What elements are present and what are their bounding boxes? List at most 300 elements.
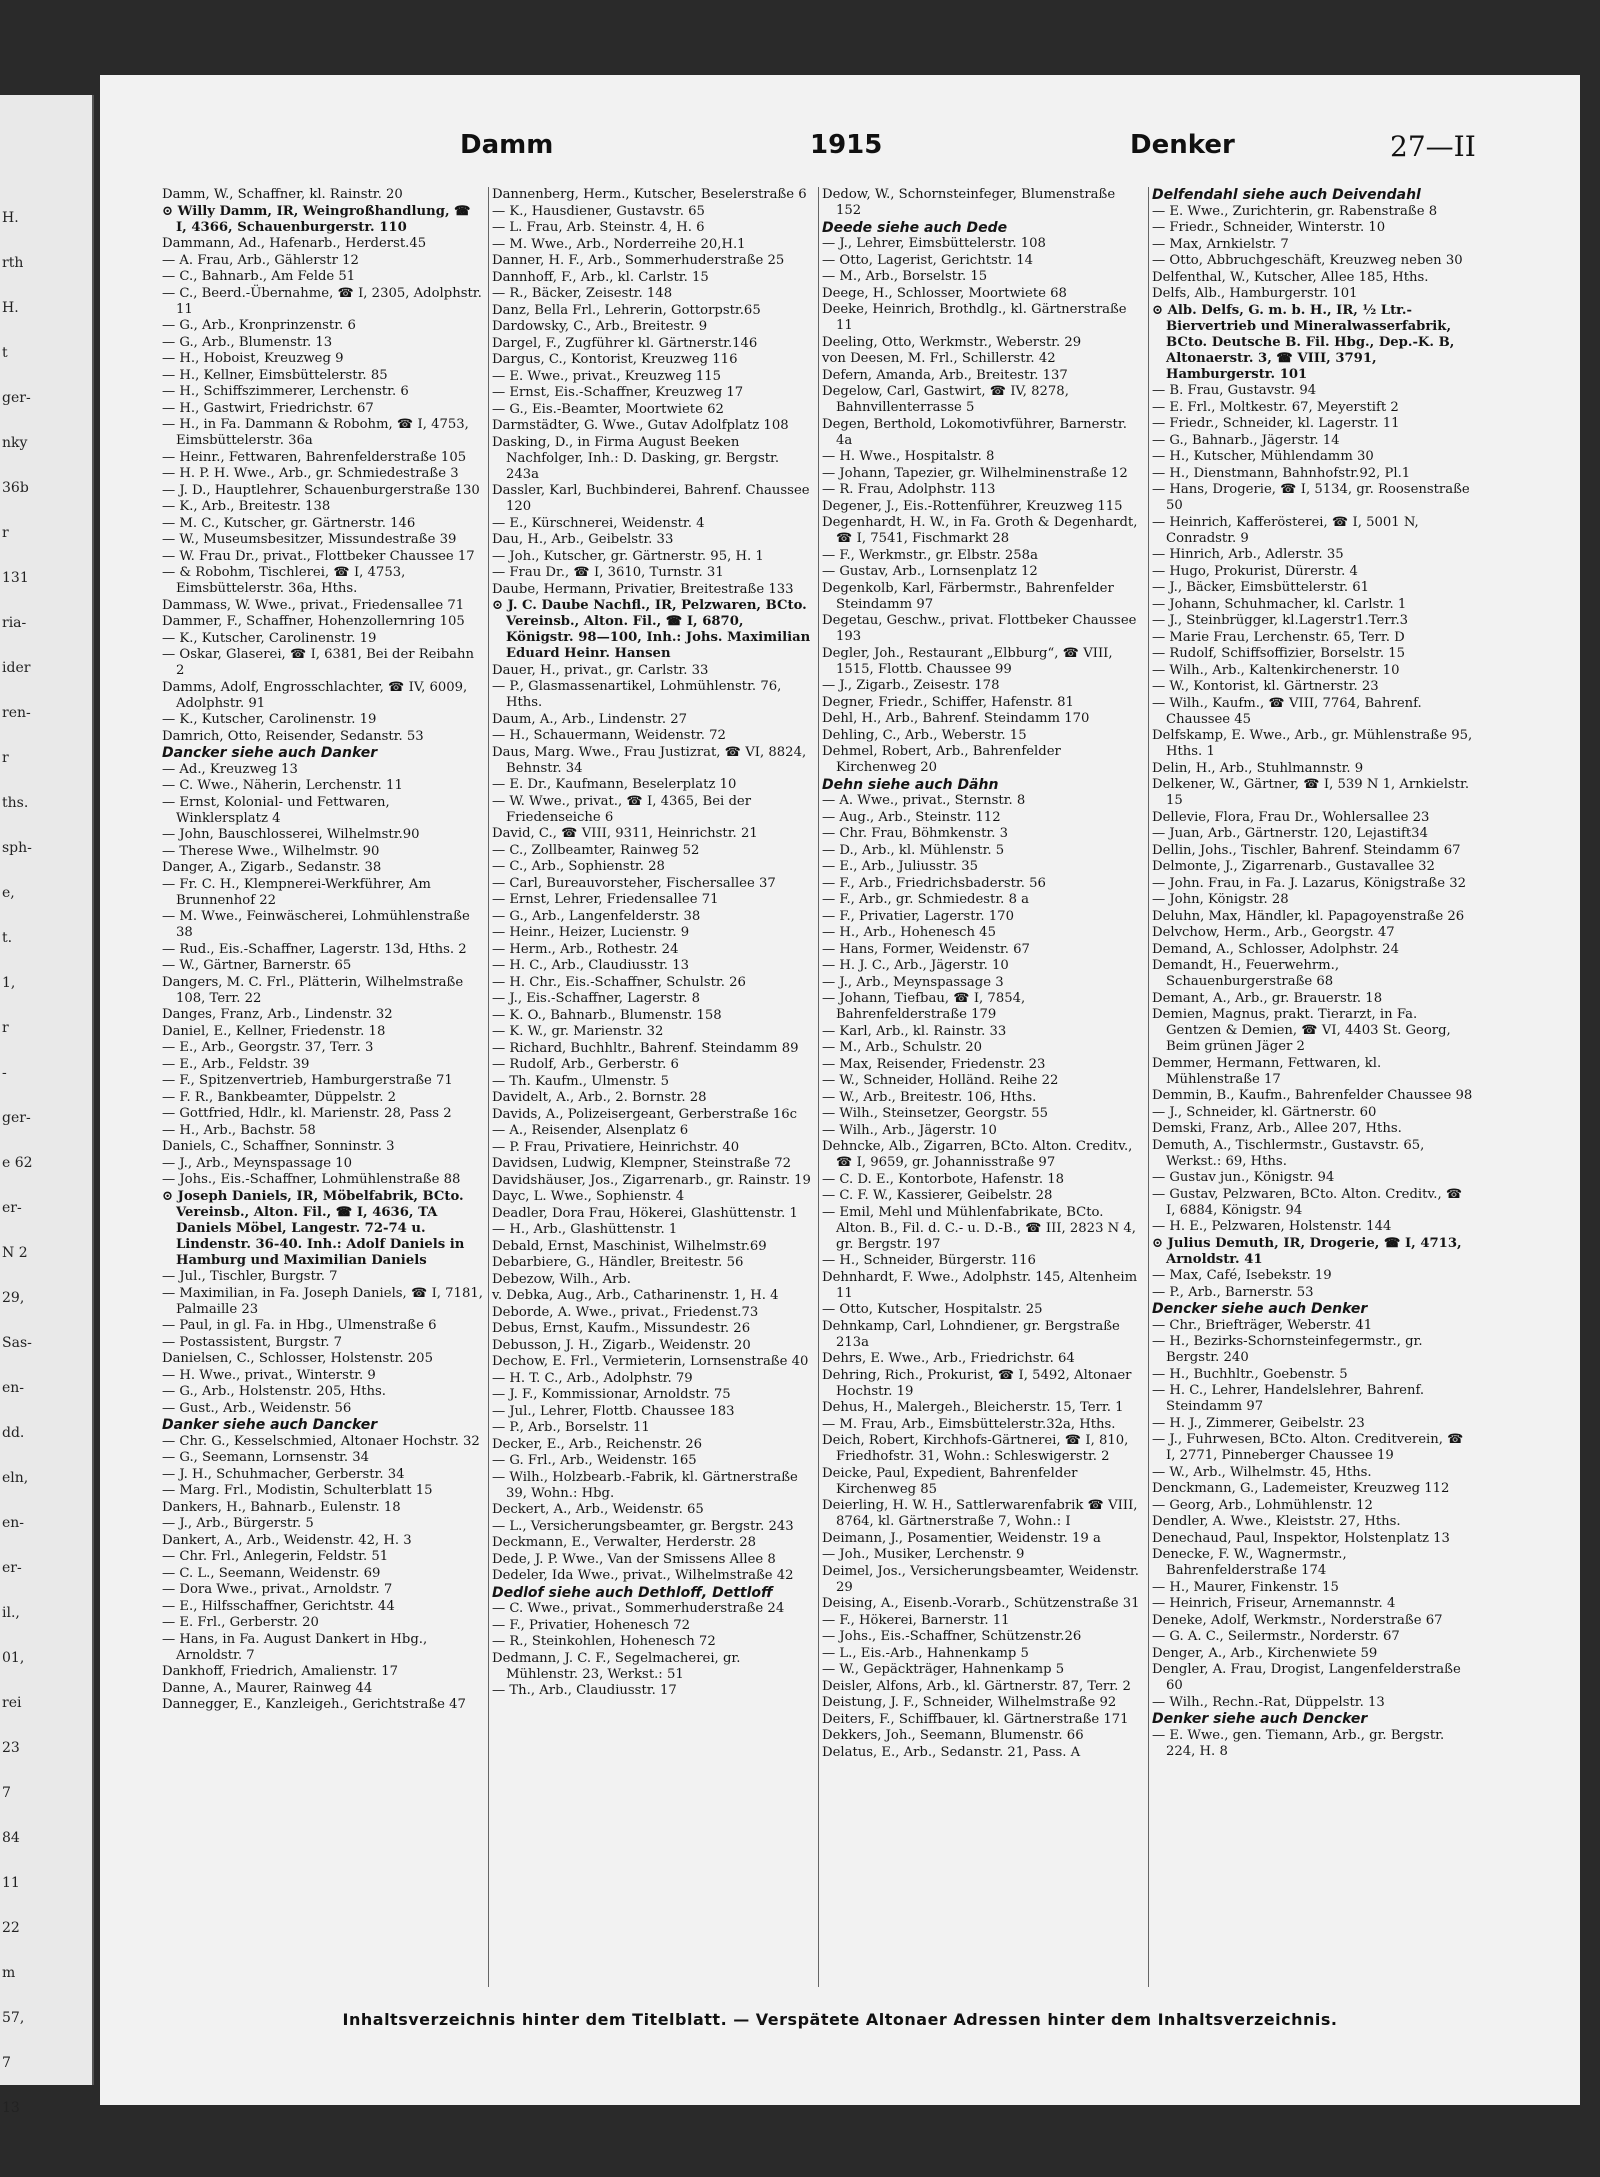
directory-entry: — Chr., Briefträger, Weberstr. 41 (1152, 1317, 1373, 1333)
directory-entry: — J., Schneider, kl. Gärtnerstr. 60 (1152, 1104, 1377, 1120)
directory-entry: — H. Wwe., Hospitalstr. 8 (822, 449, 995, 464)
directory-columns (162, 187, 1477, 1997)
directory-entry: — J., Arb., Meynspassage 10 (162, 1155, 353, 1171)
directory-entry: — Hans, in Fa. August Dankert in Hbg., Arnoldstr. 7 (162, 1631, 428, 1663)
directory-entry: Dau, H., Arb., Geibelstr. 33 (492, 532, 674, 547)
directory-entry: — Joh., Musiker, Lerchenstr. 9 (822, 1547, 1025, 1562)
directory-entry: Demski, Franz, Arb., Allee 207, Hths. (1152, 1121, 1402, 1136)
directory-entry: — G., Arb., Holstenstr. 205, Hths. (162, 1384, 386, 1399)
margin-fragment: rei (2, 1695, 22, 1711)
directory-entry: Denecke, F. W., Wagnermstr., Bahrenfelderstraße 174 (1152, 1547, 1347, 1578)
directory-entry: — H., Schauermann, Weidenstr. 72 (492, 728, 726, 743)
directory-entry: — F., Privatier, Lagerstr. 170 (822, 908, 1014, 924)
directory-entry: Deede siehe auch Dede (822, 219, 1008, 236)
directory-entry: — Herm., Arb., Rothestr. 24 (492, 941, 679, 957)
directory-entry: — C., Beerd.-Übernahme, ☎ I, 2305, Adolphstr. 11 (162, 285, 482, 317)
margin-fragment: il., (2, 1605, 20, 1621)
directory-entry: Davidshäuser, Jos., Zigarrenarb., gr. Rainstr. 19 (492, 1172, 811, 1188)
directory-entry: — C. Wwe., Näherin, Lerchenstr. 11 (162, 778, 403, 793)
directory-entry: Dedow, W., Schornsteinfeger, Blumenstraße 152 (822, 187, 1116, 218)
margin-fragment: 84 (2, 1830, 20, 1846)
directory-entry: — G., Eis.-Beamter, Moortwiete 62 (492, 401, 724, 417)
directory-entry: — Aug., Arb., Steinstr. 112 (822, 809, 1001, 825)
directory-entry: — Paul, in gl. Fa. in Hbg., Ulmenstraße 6 (162, 1318, 437, 1333)
directory-entry: Davidelt, A., Arb., 2. Bornstr. 28 (492, 1090, 707, 1105)
directory-entry: Danielsen, C., Schlosser, Holstenstr. 205 (162, 1351, 433, 1366)
directory-entry: — E. Wwe., privat., Kreuzweg 115 (492, 368, 722, 384)
directory-entry: Deicke, Paul, Expedient, Bahrenfelder Kirchenweg 85 (822, 1465, 1078, 1497)
directory-entry: — P., Arb., Borselstr. 11 (492, 1420, 650, 1435)
directory-entry: — Wilh., Steinsetzer, Georgstr. 55 (822, 1106, 1049, 1121)
directory-entry: Danker siehe auch Dancker (162, 1417, 378, 1433)
directory-entry: Defern, Amanda, Arb., Breitestr. 137 (822, 367, 1068, 383)
page-number: 27—II (1390, 130, 1476, 163)
directory-entry: Dammann, Ad., Hafenarb., Herderst.45 (162, 236, 427, 251)
directory-entry: — Otto, Lagerist, Gerichtstr. 14 (822, 252, 1034, 268)
directory-entry: — E., Arb., Feldstr. 39 (162, 1056, 310, 1072)
directory-entry: — Friedr., Schneider, Winterstr. 10 (1152, 220, 1386, 235)
margin-fragment: 11 (2, 1875, 20, 1891)
directory-entry: Dedmann, J. C. F., Segelmacherei, gr. Mühlenstr. 23, Werkst.: 51 (492, 1650, 741, 1682)
directory-entry: Decker, E., Arb., Reichenstr. 26 (492, 1436, 703, 1452)
directory-entry: Delvchow, Herm., Arb., Georgstr. 47 (1152, 925, 1395, 940)
directory-entry: Deborde, A. Wwe., privat., Friedenst.73 (492, 1304, 759, 1320)
directory-entry: Dayc, L. Wwe., Sophienstr. 4 (492, 1189, 685, 1204)
directory-entry: — Ernst, Kolonial- und Fettwaren, Winklersplatz 4 (162, 794, 390, 826)
directory-entry: — D., Arb., kl. Mühlenstr. 5 (822, 842, 1005, 858)
margin-fragment: ths. (2, 795, 29, 811)
directory-entry: Dancker siehe auch Danker (162, 745, 378, 761)
directory-entry: — E., Hilfsschaffner, Gerichtstr. 44 (162, 1598, 395, 1614)
directory-entry: — & Robohm, Tischlerei, ☎ I, 4753, Eimsbüttelerstr. 36a, Hths. (162, 565, 406, 596)
directory-entry: — J., Eis.-Schaffner, Lagerstr. 8 (492, 991, 701, 1006)
directory-entry: Dannegger, E., Kanzleigeh., Gerichtstraße 47 (162, 1697, 466, 1712)
footer-note: Inhaltsverzeichnis hinter dem Titelblatt. — Verspätete Altonaer Adressen hinter dem Inhaltsverzeichnis. (342, 2010, 1338, 2029)
directory-entry: — H., Kellner, Eimsbüttelerstr. 85 (162, 367, 388, 383)
directory-entry: Delfenthal, W., Kutscher, Allee 185, Hths. (1152, 269, 1429, 285)
directory-entry: — Chr. Frl., Anlegerin, Feldstr. 51 (162, 1549, 389, 1564)
directory-entry: Danz, Bella Frl., Lehrerin, Gottorpstr.65 (492, 302, 761, 318)
directory-entry: Demandt, H., Feuerwehrm., Schauenburgerstraße 68 (1152, 958, 1340, 989)
header-last-entry: Denker (1130, 130, 1235, 160)
margin-fragment: en- (2, 1380, 25, 1396)
directory-entry: — Juan, Arb., Gärtnerstr. 120, Lejastift34 (1152, 826, 1428, 841)
directory-entry: — C. F. W., Kassierer, Geibelstr. 28 (822, 1188, 1053, 1203)
margin-fragment: eln, (2, 1470, 29, 1486)
directory-entry: Deckert, A., Arb., Weidenstr. 65 (492, 1502, 704, 1517)
directory-entry: — Wilh., Rechn.-Rat, Düppelstr. 13 (1152, 1694, 1385, 1710)
margin-fragment: 131 (2, 570, 29, 586)
directory-entry: — M., Arb., Schulstr. 20 (822, 1040, 983, 1055)
margin-fragment: en- (2, 1515, 25, 1531)
directory-entry: — L. Frau, Arb. Steinstr. 4, H. 6 (492, 220, 705, 235)
directory-entry: — Friedr., Schneider, kl. Lagerstr. 11 (1152, 416, 1400, 431)
directory-entry: — P., Arb., Barnerstr. 53 (1152, 1284, 1314, 1300)
page-header (100, 130, 1580, 170)
directory-entry: von Deesen, M. Frl., Schillerstr. 42 (822, 351, 1056, 366)
margin-fragment: ger- (2, 1110, 31, 1126)
margin-fragment: H. (2, 300, 19, 316)
header-year: 1915 (810, 130, 883, 160)
directory-entry: — W., Schneider, Holländ. Reihe 22 (822, 1073, 1059, 1088)
directory-entry: Dangers, M. C. Frl., Plätterin, Wilhelmstraße 108, Terr. 22 (162, 974, 464, 1006)
directory-entry: — Frau Dr., ☎ I, 3610, Turnstr. 31 (492, 565, 724, 580)
directory-entry: — E., Arb., Juliusstr. 35 (822, 859, 978, 874)
directory-entry: — K., Hausdiener, Gustavstr. 65 (492, 203, 705, 219)
directory-entry: — F., Arb., gr. Schmiedestr. 8 a (822, 892, 1030, 907)
directory-entry: — M. Wwe., Arb., Norderreihe 20,H.1 (492, 236, 746, 252)
margin-fragment: t (2, 345, 8, 361)
directory-entry: Debald, Ernst, Maschinist, Wilhelmstr.69 (492, 1238, 767, 1254)
directory-entry: Deluhn, Max, Händler, kl. Papagoyenstraße 26 (1152, 908, 1465, 924)
directory-entry: Danner, H. F., Arb., Sommerhuderstraße 25 (492, 253, 785, 268)
directory-entry: Dehling, C., Arb., Weberstr. 15 (822, 727, 1027, 743)
directory-entry: — Johs., Eis.-Schaffner, Schützenstr.26 (822, 1629, 1082, 1644)
directory-entry: — J., Zigarb., Zeisestr. 178 (822, 678, 1000, 693)
directory-entry: Dauer, H., privat., gr. Carlstr. 33 (492, 662, 709, 678)
margin-fragment: m (2, 1965, 16, 1981)
directory-entry: Degler, Joh., Restaurant „Elbburg“, ☎ VIII, 1515, Flottb. Chaussee 99 (822, 645, 1113, 677)
directory-entry: — G., Arb., Kronprinzenstr. 6 (162, 318, 356, 333)
directory-entry: Daus, Marg. Wwe., Frau Justizrat, ☎ VI, 8824, Behnstr. 34 (492, 744, 807, 776)
directory-entry: Dehncke, Alb., Zigarren, BCto. Alton. Creditv., ☎ I, 9659, gr. Johannisstraße 97 (822, 1139, 1133, 1170)
directory-entry: ⊙ J. C. Daube Nachfl., IR, Pelzwaren, BCto. Vereinsb., Alton. Fil., ☎ I, 6870, Königstr. 98—100, Inh.: Johs. Maximilian Eduard Heinr. Hansen (492, 598, 811, 661)
directory-entry: Dehus, H., Malergeh., Bleicherstr. 15, Terr. 1 (822, 1400, 1124, 1415)
directory-entry: — Gustav, Arb., Lornsenplatz 12 (822, 564, 1038, 579)
directory-entry: ⊙ Willy Damm, IR, Weingroßhandlung, ☎ I, 4366, Schauenburgerstr. 110 (162, 203, 471, 235)
directory-entry: — Emil, Mehl und Mühlenfabrikate, BCto. Alton. B., Fil. d. C.- u. D.-B., ☎ III, 2823 N 4, gr. Bergstr. 197 (822, 1204, 1136, 1252)
directory-entry: — L., Eis.-Arb., Hahnenkamp 5 (822, 1645, 1029, 1661)
directory-entry: — M. C., Kutscher, gr. Gärtnerstr. 146 (162, 515, 416, 531)
directory-entry: — Johann, Schuhmacher, kl. Carlstr. 1 (1152, 596, 1407, 612)
directory-entry: Daniel, E., Kellner, Friedenstr. 18 (162, 1023, 386, 1039)
directory-entry: — Th., Arb., Claudiusstr. 17 (492, 1683, 677, 1698)
directory-entry: — R. Frau, Adolphstr. 113 (822, 482, 996, 497)
directory-entry: — H., in Fa. Dammann & Robohm, ☎ I, 4753, Eimsbüttelerstr. 36a (162, 417, 469, 448)
directory-entry: Degelow, Carl, Gastwirt, ☎ IV, 8278, Bahnvillenterrasse 5 (822, 384, 1069, 415)
directory-entry: Daube, Hermann, Privatier, Breitestraße 133 (492, 581, 794, 597)
directory-entry: Dargel, F., Zugführer kl. Gärtnerstr.146 (492, 335, 758, 351)
directory-entry: — R., Steinkohlen, Hohenesch 72 (492, 1634, 716, 1649)
margin-fragment: t. (2, 930, 13, 946)
directory-entry: — J., Steinbrügger, kl.Lagerstr1.Terr.3 (1152, 613, 1409, 628)
directory-entry: Dencker siehe auch Denker (1152, 1301, 1368, 1317)
directory-entry: Deimann, J., Posamentier, Weidenstr. 19 a (822, 1530, 1101, 1546)
directory-entry: Deisler, Alfons, Arb., kl. Gärtnerstr. 87, Terr. 2 (822, 1678, 1131, 1694)
directory-entry: — K. O., Bahnarb., Blumenstr. 158 (492, 1007, 722, 1023)
directory-entry: — Dora Wwe., privat., Arnoldstr. 7 (162, 1582, 393, 1597)
directory-entry: — H., Buchhltr., Goebenstr. 5 (1152, 1366, 1348, 1382)
margin-fragment: ren- (2, 705, 31, 721)
directory-entry: Davids, A., Polizeisergeant, Gerberstraße 16c (492, 1106, 798, 1122)
directory-entry: — Hans, Former, Weidenstr. 67 (822, 941, 1030, 957)
directory-entry: Dengler, A. Frau, Drogist, Langenfelderstraße 60 (1152, 1662, 1461, 1693)
directory-entry: ⊙ Julius Demuth, IR, Drogerie, ☎ I, 4713, Arnoldstr. 41 (1152, 1235, 1462, 1267)
directory-entry: Deich, Robert, Kirchhofs-Gärtnerei, ☎ I, 810, Friedhofstr. 31, Wohn.: Schleswigerstr. 2 (822, 1433, 1129, 1464)
directory-entry: — Maximilian, in Fa. Joseph Daniels, ☎ I, 7181, Palmaille 23 (162, 1285, 483, 1317)
column-1 (162, 187, 484, 1987)
directory-entry: — E., Kürschnerei, Weidenstr. 4 (492, 515, 705, 531)
directory-entry: — E. Dr., Kaufmann, Beselerplatz 10 (492, 777, 737, 792)
margin-fragment: er- (2, 1560, 22, 1576)
margin-fragment: ger- (2, 390, 31, 406)
directory-entry: Degner, Friedr., Schiffer, Hafenstr. 81 (822, 694, 1074, 710)
directory-entry: Dehring, Rich., Prokurist, ☎ I, 5492, Altonaer Hochstr. 19 (822, 1367, 1132, 1399)
margin-fragment: 1, (2, 975, 16, 991)
directory-entry: — Hinrich, Arb., Adlerstr. 35 (1152, 547, 1344, 562)
directory-entry: — C., Arb., Sophienstr. 28 (492, 859, 665, 874)
directory-entry: — G., Arb., Blumenstr. 13 (162, 334, 333, 350)
directory-entry: Dendler, A. Wwe., Kleiststr. 27, Hths. (1152, 1514, 1401, 1529)
directory-entry: — Fr. C. H., Klempnerei-Werkführer, Am Brunnenhof 22 (162, 876, 431, 908)
margin-fragment: r (2, 1020, 9, 1036)
directory-entry: — H. J. C., Arb., Jägerstr. 10 (822, 958, 1009, 973)
margin-fragment: N 2 (2, 1245, 28, 1261)
directory-entry: — Max, Reisender, Friedenstr. 23 (822, 1056, 1046, 1072)
directory-entry: — B. Frau, Gustavstr. 94 (1152, 383, 1317, 398)
directory-entry: — A. Wwe., privat., Sternstr. 8 (822, 793, 1026, 808)
directory-entry: Dannhoff, F., Arb., kl. Carlstr. 15 (492, 269, 709, 285)
directory-entry: Damm, W., Schaffner, kl. Rainstr. 20 (162, 187, 403, 202)
margin-fragment: 7 (2, 1785, 11, 1801)
directory-entry: Dargus, C., Kontorist, Kreuzweg 116 (492, 352, 738, 367)
directory-entry: Debezow, Wilh., Arb. (492, 1271, 631, 1287)
column-2 (492, 187, 814, 1987)
directory-entry: — C., Bahnarb., Am Felde 51 (162, 269, 356, 284)
directory-entry: Dasking, D., in Firma August Beeken Nachfolger, Inh.: D. Dasking, gr. Bergstr. 243a (492, 434, 780, 482)
directory-entry: — J., Lehrer, Eimsbüttelerstr. 108 (822, 236, 1046, 251)
directory-entry: — Hans, Drogerie, ☎ I, 5134, gr. Roosenstraße 50 (1152, 482, 1470, 513)
directory-entry: — Joh., Kutscher, gr. Gärtnerstr. 95, H. 1 (492, 548, 764, 564)
directory-entry: — F. R., Bankbeamter, Düppelstr. 2 (162, 1089, 397, 1105)
directory-entry: Deimel, Jos., Versicherungsbeamter, Weidenstr. 29 (822, 1563, 1139, 1595)
directory-entry: Deadler, Dora Frau, Hökerei, Glashüttenstr. 1 (492, 1205, 798, 1221)
directory-entry: — Jul., Lehrer, Flottb. Chaussee 183 (492, 1403, 735, 1419)
directory-entry: Dammer, F., Schaffner, Hohenzollernring 105 (162, 614, 465, 629)
directory-entry: — Heinrich, Kafferösterei, ☎ I, 5001 N, Conradstr. 9 (1152, 514, 1419, 546)
directory-entry: Dellevie, Flora, Frau Dr., Wohlersallee 23 (1152, 809, 1430, 825)
directory-entry: — F., Spitzenvertrieb, Hamburgerstraße 71 (162, 1073, 453, 1088)
directory-entry: Delmonte, J., Zigarrenarb., Gustavallee 32 (1152, 859, 1435, 874)
directory-entry: Degener, J., Eis.-Rottenführer, Kreuzweg 115 (822, 498, 1123, 514)
directory-entry: — H. Chr., Eis.-Schaffner, Schulstr. 26 (492, 974, 746, 990)
directory-entry: Damrich, Otto, Reisender, Sedanstr. 53 (162, 728, 424, 744)
directory-entry: — A. Frau, Arb., Gählerstr 12 (162, 252, 359, 268)
directory-entry: — C. Wwe., privat., Sommerhuderstraße 24 (492, 1601, 785, 1616)
directory-entry: Dellin, Johs., Tischler, Bahrenf. Steindamm 67 (1152, 842, 1461, 858)
directory-entry: v. Debka, Aug., Arb., Catharinenstr. 1, H. 4 (492, 1288, 779, 1303)
margin-fragment: er- (2, 1200, 22, 1216)
directory-entry: — H., Kutscher, Mühlendamm 30 (1152, 449, 1374, 464)
margin-fragment: r (2, 750, 9, 766)
directory-entry: — H., Arb., Glashüttenstr. 1 (492, 1222, 678, 1237)
directory-entry: Dekkers, Joh., Seemann, Blumenstr. 66 (822, 1728, 1084, 1743)
directory-entry: — Carl, Bureauvorsteher, Fischersallee 37 (492, 875, 776, 891)
column-4 (1152, 187, 1474, 1987)
directory-entry: — K., Kutscher, Carolinenstr. 19 (162, 630, 377, 646)
directory-entry: — W., Museumsbesitzer, Missundestraße 39 (162, 532, 457, 547)
directory-entry: — Heinr., Heizer, Lucienstr. 9 (492, 925, 690, 940)
directory-entry: — F., Arb., Friedrichsbaderstr. 56 (822, 875, 1046, 891)
directory-entry: — J. D., Hauptlehrer, Schauenburgerstraße 130 (162, 482, 480, 498)
directory-entry: Degenhardt, H. W., in Fa. Groth & Degenhardt, ☎ I, 7541, Fischmarkt 28 (822, 515, 1138, 546)
directory-entry: — Marie Frau, Lerchenstr. 65, Terr. D (1152, 629, 1405, 645)
directory-entry: Dankers, H., Bahnarb., Eulenstr. 18 (162, 1499, 401, 1515)
directory-entry: Demuth, A., Tischlermstr., Gustavstr. 65, Werkst.: 69, Hths. (1152, 1137, 1425, 1169)
directory-entry: — Rudolf, Arb., Gerberstr. 6 (492, 1057, 679, 1072)
directory-entry: — J. F., Kommissionar, Arnoldstr. 75 (492, 1387, 731, 1402)
directory-page (100, 75, 1580, 2105)
directory-entry: Deckmann, E., Verwalter, Herderstr. 28 (492, 1535, 757, 1550)
directory-entry: — Ad., Kreuzweg 13 (162, 761, 298, 777)
directory-entry: Deeke, Heinrich, Brothdlg., kl. Gärtnerstraße 11 (822, 302, 1127, 333)
directory-entry: — Karl, Arb., kl. Rainstr. 33 (822, 1023, 1007, 1039)
directory-entry: Denechaud, Paul, Inspektor, Holstenplatz 13 (1152, 1530, 1450, 1546)
directory-entry: — John, Bauschlosserei, Wilhelmstr.90 (162, 827, 420, 842)
directory-entry: — C., Zollbeamter, Rainweg 52 (492, 842, 700, 858)
directory-entry: — W. Wwe., privat., ☎ I, 4365, Bei der Friedenseiche 6 (492, 793, 751, 825)
directory-entry: — H. E., Pelzwaren, Holstenstr. 144 (1152, 1219, 1392, 1234)
directory-entry: — K. W., gr. Marienstr. 32 (492, 1024, 664, 1039)
directory-entry: — M. Frau, Arb., Eimsbüttelerstr.32a, Hths. (822, 1416, 1116, 1432)
directory-entry: — Ernst, Lehrer, Friedensallee 71 (492, 892, 719, 907)
directory-entry: Delfendahl siehe auch Deivendahl (1152, 187, 1421, 203)
margin-fragment: H. (2, 210, 19, 226)
directory-entry: — L., Versicherungsbeamter, gr. Bergstr. 243 (492, 1518, 794, 1534)
directory-entry: — M., Arb., Borselstr. 15 (822, 269, 988, 284)
directory-entry: Daniels, C., Schaffner, Sonninstr. 3 (162, 1139, 395, 1154)
directory-entry: — H. C., Arb., Claudiusstr. 13 (492, 958, 689, 973)
directory-entry: — W. Frau Dr., privat., Flottbeker Chaussee 17 (162, 548, 475, 564)
directory-entry: Dehnkamp, Carl, Lohndiener, gr. Bergstraße 213a (822, 1318, 1120, 1350)
directory-entry: — Max, Arnkielstr. 7 (1152, 236, 1289, 252)
directory-entry: ⊙ Alb. Delfs, G. m. b. H., IR, ½ Ltr.-Biervertrieb und Mineralwasserfabrik, BCto. Deutsche B. Fil. Hbg., Dep.-K. B, Altonaerstr. 3, ☎ VIII, 3791, Hamburgerstr. 101 (1152, 302, 1455, 382)
directory-entry: — Otto, Abbruchgeschäft, Kreuzweg neben 30 (1152, 253, 1463, 268)
directory-entry: — Gust., Arb., Weidenstr. 56 (162, 1400, 352, 1416)
directory-entry: — K., Kutscher, Carolinenstr. 19 (162, 712, 377, 727)
directory-entry: David, C., ☎ VIII, 9311, Heinrichstr. 21 (492, 826, 758, 841)
margin-fragment: 22 (2, 1920, 20, 1936)
directory-entry: Deierling, H. W. H., Sattlerwarenfabrik ☎ VIII, 8764, kl. Gärtnerstraße 7, Wohn.: I (822, 1498, 1138, 1529)
directory-entry: — Gustav, Pelzwaren, BCto. Alton. Creditv., ☎ I, 6884, Königstr. 94 (1152, 1186, 1463, 1218)
directory-entry: — Johs., Eis.-Schaffner, Lohmühlenstraße 88 (162, 1172, 461, 1187)
directory-entry: Dassler, Karl, Buchbinderei, Bahrenf. Chaussee 120 (492, 483, 810, 514)
directory-entry: Debusson, J. H., Zigarb., Weidenstr. 20 (492, 1337, 751, 1353)
directory-entry: — G., Bahnarb., Jägerstr. 14 (1152, 432, 1340, 448)
directory-entry: Dannenberg, Herm., Kutscher, Beselerstraße 6 (492, 187, 807, 202)
directory-entry: Dehnhardt, F. Wwe., Adolphstr. 145, Altenheim 11 (822, 1269, 1138, 1301)
margin-fragment: - (2, 1065, 7, 1081)
directory-entry: Dehmel, Robert, Arb., Bahrenfelder Kirchenweg 20 (822, 744, 1061, 775)
directory-entry: — F., Hökerei, Barnerstr. 11 (822, 1612, 1010, 1628)
directory-entry: — G. Frl., Arb., Weidenstr. 165 (492, 1453, 697, 1468)
margin-fragment: e, (2, 885, 15, 901)
directory-entry: — G., Arb., Langenfelderstr. 38 (492, 908, 701, 924)
directory-entry: Danges, Franz, Arb., Lindenstr. 32 (162, 1007, 393, 1022)
directory-entry: Dehl, H., Arb., Bahrenf. Steindamm 170 (822, 711, 1090, 726)
directory-entry: — John, Königstr. 28 (1152, 892, 1289, 907)
margin-fragment: rth (2, 255, 24, 271)
directory-entry: Demand, A., Schlosser, Adolphstr. 24 (1152, 941, 1399, 957)
directory-entry: — Johann, Tiefbau, ☎ I, 7854, Bahrenfelderstraße 179 (822, 991, 1026, 1022)
directory-entry: — E. Frl., Gerberstr. 20 (162, 1615, 319, 1630)
directory-entry: — Rudolf, Schiffsoffizier, Borselstr. 15 (1152, 646, 1406, 661)
adjacent-page-fragment (0, 95, 94, 2116)
directory-entry: — H. C., Lehrer, Handelslehrer, Bahrenf. Steindamm 97 (1152, 1383, 1425, 1414)
directory-entry: Dammass, W. Wwe., privat., Friedensallee 71 (162, 597, 465, 613)
column-3 (822, 187, 1144, 1987)
directory-entry: — J., Arb., Meynspassage 3 (822, 974, 1004, 990)
margin-fragment: ria- (2, 615, 27, 631)
directory-entry: — J., Arb., Bürgerstr. 5 (162, 1516, 314, 1531)
directory-entry: — H., Schiffszimmerer, Lerchenstr. 6 (162, 384, 409, 399)
directory-entry: — Wilh., Kaufm., ☎ VIII, 7764, Bahrenf. Chaussee 45 (1152, 695, 1422, 727)
directory-entry: — John. Frau, in Fa. J. Lazarus, Königstraße 32 (1152, 875, 1467, 891)
directory-entry: Dehrs, E. Wwe., Arb., Friedrichstr. 64 (822, 1351, 1075, 1366)
directory-entry: Delatus, E., Arb., Sedanstr. 21, Pass. A (822, 1744, 1081, 1760)
directory-entry: — R., Bäcker, Zeisestr. 148 (492, 286, 673, 301)
directory-entry: Deneke, Adolf, Werkmstr., Norderstraße 67 (1152, 1612, 1443, 1628)
directory-entry: Degen, Berthold, Lokomotivführer, Barnerstr. 4a (822, 416, 1127, 448)
directory-entry: — E. Wwe., gen. Tiemann, Arb., gr. Bergstr. 224, H. 8 (1152, 1727, 1445, 1759)
directory-entry: — Chr. G., Kesselschmied, Altonaer Hochstr. 32 (162, 1433, 480, 1449)
directory-entry: Demant, A., Arb., gr. Brauerstr. 18 (1152, 990, 1383, 1006)
margin-fragment: 13 (2, 2100, 20, 2116)
directory-entry: — Ernst, Eis.-Schaffner, Kreuzweg 17 (492, 385, 744, 400)
directory-entry: — W., Arb., Breitestr. 106, Hths. (822, 1089, 1037, 1105)
column-divider (1148, 187, 1149, 1987)
margin-fragment: e 62 (2, 1155, 33, 1171)
directory-entry: — K., Arb., Breitestr. 138 (162, 499, 331, 514)
directory-entry: — Rud., Eis.-Schaffner, Lagerstr. 13d, Hths. 2 (162, 941, 467, 957)
directory-entry: — Heinrich, Friseur, Arnemannstr. 4 (1152, 1596, 1396, 1611)
margin-fragment: 01, (2, 1650, 25, 1666)
directory-entry: Dechow, E. Frl., Vermieterin, Lornsenstraße 40 (492, 1354, 809, 1369)
directory-entry: — H., Arb., Bachstr. 58 (162, 1122, 316, 1138)
directory-entry: — H., Bezirks-Schornsteinfegermstr., gr. Bergstr. 240 (1152, 1334, 1423, 1365)
directory-entry: — J. H., Schuhmacher, Gerberstr. 34 (162, 1466, 405, 1482)
directory-entry: Demmer, Hermann, Fettwaren, kl. Mühlenstraße 17 (1152, 1055, 1382, 1087)
directory-entry: Delfskamp, E. Wwe., Arb., gr. Mühlenstraße 95, Hths. 1 (1152, 728, 1473, 759)
column-divider (818, 187, 819, 1987)
directory-entry: — Gottfried, Hdlr., kl. Marienstr. 28, Pass 2 (162, 1106, 452, 1121)
directory-entry: — H. T. C., Arb., Adolphstr. 79 (492, 1370, 693, 1386)
directory-entry: — W., Gärtner, Barnerstr. 65 (162, 958, 352, 973)
directory-entry: Delkener, W., Gärtner, ☎ I, 539 N 1, Arnkielstr. 15 (1152, 777, 1470, 808)
directory-entry: Dardowsky, C., Arb., Breitestr. 9 (492, 319, 708, 334)
directory-entry: — Hugo, Prokurist, Dürerstr. 4 (1152, 563, 1358, 579)
directory-entry: — F., Privatier, Hohenesch 72 (492, 1617, 690, 1633)
margin-fragment: sph- (2, 840, 32, 856)
directory-entry: — H., Dienstmann, Bahnhofstr.92, Pl.1 (1152, 465, 1411, 481)
directory-entry: — W., Kontorist, kl. Gärtnerstr. 23 (1152, 679, 1379, 694)
directory-entry: Deege, H., Schlosser, Moortwiete 68 (822, 285, 1067, 301)
directory-entry: — G. A. C., Seilermstr., Norderstr. 67 (1152, 1629, 1400, 1644)
directory-entry: — Georg, Arb., Lohmühlenstr. 12 (1152, 1497, 1373, 1513)
directory-entry: — H., Arb., Hohenesch 45 (822, 925, 996, 940)
directory-entry: — Oskar, Glaserei, ☎ I, 6381, Bei der Reibahn 2 (162, 647, 474, 678)
directory-entry: — Heinr., Fettwaren, Bahrenfelderstraße 105 (162, 449, 467, 465)
directory-entry: Dedlof siehe auch Dethloff, Dettloff (492, 1584, 773, 1601)
margin-fragment: Sas- (2, 1335, 32, 1351)
directory-entry: Delfs, Alb., Hamburgerstr. 101 (1152, 286, 1358, 301)
margin-fragment: dd. (2, 1425, 25, 1441)
margin-fragment: 29, (2, 1290, 25, 1306)
directory-entry: — H., Hoboist, Kreuzweg 9 (162, 351, 344, 366)
margin-fragment: 36b (2, 480, 29, 496)
directory-entry: — H., Schneider, Bürgerstr. 116 (822, 1253, 1036, 1268)
directory-entry: Deising, A., Eisenb.-Vorarb., Schützenstraße 31 (822, 1596, 1140, 1611)
